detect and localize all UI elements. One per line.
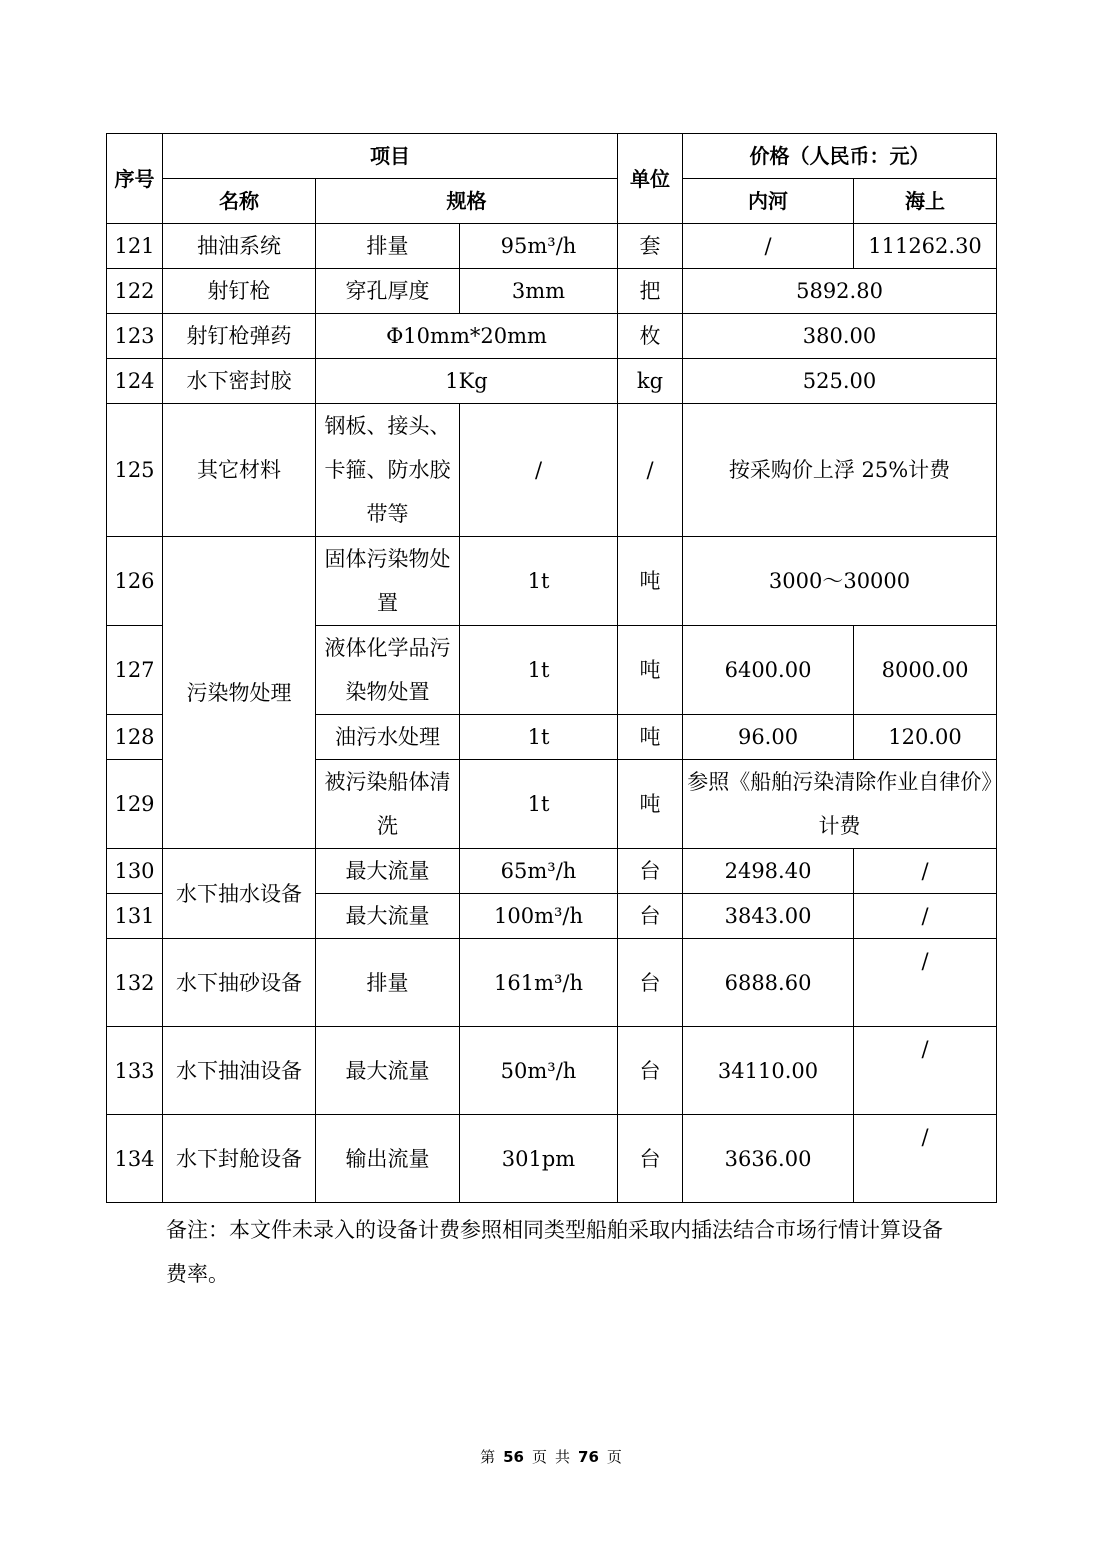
row-spec: Φ10mm*20mm: [316, 314, 618, 359]
price-table: [106, 133, 997, 1203]
header-spec: 规格: [316, 179, 618, 224]
row-sea: /: [854, 1027, 997, 1115]
row-sea: /: [854, 894, 997, 939]
row-sea: /: [854, 849, 997, 894]
row-spec-label: 液体化学品污染物处置: [316, 626, 460, 715]
row-spec-value: 301pm: [460, 1115, 618, 1203]
footer-prefix: 第: [480, 1448, 496, 1466]
row-inland: 34110.00: [683, 1027, 854, 1115]
row-name: 抽油系统: [163, 224, 316, 269]
row-spec-value: /: [460, 404, 618, 537]
row-inland: 2498.40: [683, 849, 854, 894]
group-pump: 水下抽水设备: [163, 849, 316, 939]
row-no: 134: [107, 1115, 163, 1203]
row-unit: 吨: [618, 760, 683, 849]
row-unit: kg: [618, 359, 683, 404]
row-name: 水下抽油设备: [163, 1027, 316, 1115]
row-spec: 1Kg: [316, 359, 618, 404]
row-spec-value: 100m³/h: [460, 894, 618, 939]
row-inland: /: [683, 224, 854, 269]
footer-suffix: 页: [606, 1448, 622, 1466]
row-unit: 枚: [618, 314, 683, 359]
row-spec-value: 1t: [460, 537, 618, 626]
table-row: [107, 537, 997, 626]
total-pages-number: 76: [578, 1448, 599, 1466]
row-no: 124: [107, 359, 163, 404]
row-spec-label: 输出流量: [316, 1115, 460, 1203]
table-row: [107, 939, 997, 1027]
row-price: 5892.80: [683, 269, 997, 314]
row-no: 125: [107, 404, 163, 537]
row-inland: 96.00: [683, 715, 854, 760]
row-spec-value: 1t: [460, 715, 618, 760]
row-no: 126: [107, 537, 163, 626]
row-spec-label: 固体污染物处置: [316, 537, 460, 626]
row-no: 127: [107, 626, 163, 715]
row-spec-label: 钢板、接头、卡箍、防水胶带等: [316, 404, 460, 537]
row-name: 射钉枪: [163, 269, 316, 314]
header-name: 名称: [163, 179, 316, 224]
row-no: 131: [107, 894, 163, 939]
table-row: [107, 224, 997, 269]
header-sea: 海上: [854, 179, 997, 224]
row-name: 其它材料: [163, 404, 316, 537]
row-spec-value: 65m³/h: [460, 849, 618, 894]
row-spec-value: 1t: [460, 626, 618, 715]
row-spec-value: 50m³/h: [460, 1027, 618, 1115]
page-footer: [0, 1446, 1102, 1467]
row-unit: 把: [618, 269, 683, 314]
row-sea: /: [854, 939, 997, 1027]
row-spec-value: 1t: [460, 760, 618, 849]
table-row: [107, 359, 997, 404]
row-unit: /: [618, 404, 683, 537]
row-unit: 吨: [618, 626, 683, 715]
row-spec-label: 最大流量: [316, 894, 460, 939]
row-no: 130: [107, 849, 163, 894]
row-price: 按采购价上浮 25%计费: [683, 404, 997, 537]
row-no: 129: [107, 760, 163, 849]
row-sea: 120.00: [854, 715, 997, 760]
row-inland: 3636.00: [683, 1115, 854, 1203]
row-inland: 6400.00: [683, 626, 854, 715]
row-unit: 吨: [618, 537, 683, 626]
row-spec-label: 最大流量: [316, 849, 460, 894]
header-seq: 序号: [107, 134, 163, 224]
row-unit: 台: [618, 1027, 683, 1115]
row-no: 122: [107, 269, 163, 314]
row-spec-label: 最大流量: [316, 1027, 460, 1115]
group-pollution: 污染物处理: [163, 537, 316, 849]
header-unit: 单位: [618, 134, 683, 224]
table-row: [107, 404, 997, 537]
row-name: 水下封舱设备: [163, 1115, 316, 1203]
row-no: 132: [107, 939, 163, 1027]
remark-note: 备注：本文件未录入的设备计费参照相同类型船舶采取内插法结合市场行情计算设备费率。: [166, 1218, 943, 1286]
row-no: 121: [107, 224, 163, 269]
row-name: 水下密封胶: [163, 359, 316, 404]
row-spec-label: 穿孔厚度: [316, 269, 460, 314]
table-row: [107, 849, 997, 894]
row-price: 525.00: [683, 359, 997, 404]
header-inland: 内河: [683, 179, 854, 224]
table-row: [107, 1027, 997, 1115]
row-spec-label: 排量: [316, 939, 460, 1027]
table-row: [107, 269, 997, 314]
row-spec-value: 3mm: [460, 269, 618, 314]
footer-page-word: 页: [531, 1448, 547, 1466]
row-price: 参照《船舶污染清除作业自律价》计费: [683, 760, 997, 849]
row-spec-label: 排量: [316, 224, 460, 269]
row-price: 3000～30000: [683, 537, 997, 626]
row-unit: 套: [618, 224, 683, 269]
row-unit: 台: [618, 894, 683, 939]
row-unit: 吨: [618, 715, 683, 760]
row-sea: 8000.00: [854, 626, 997, 715]
row-unit: 台: [618, 849, 683, 894]
table-row: [107, 314, 997, 359]
row-unit: 台: [618, 1115, 683, 1203]
row-no: 133: [107, 1027, 163, 1115]
row-name: 水下抽砂设备: [163, 939, 316, 1027]
row-inland: 3843.00: [683, 894, 854, 939]
row-sea: 111262.30: [854, 224, 997, 269]
row-unit: 台: [618, 939, 683, 1027]
row-no: 123: [107, 314, 163, 359]
row-inland: 6888.60: [683, 939, 854, 1027]
row-sea: /: [854, 1115, 997, 1203]
header-price: 价格（人民币：元）: [683, 134, 997, 179]
row-spec-value: 95m³/h: [460, 224, 618, 269]
row-spec-value: 161m³/h: [460, 939, 618, 1027]
row-name: 射钉枪弹药: [163, 314, 316, 359]
row-no: 128: [107, 715, 163, 760]
row-spec-label: 油污水处理: [316, 715, 460, 760]
row-price: 380.00: [683, 314, 997, 359]
table-row: [107, 1115, 997, 1203]
footer-total-word: 共: [555, 1448, 571, 1466]
row-spec-label: 被污染船体清洗: [316, 760, 460, 849]
current-page-number: 56: [503, 1448, 524, 1466]
header-item: 项目: [163, 134, 618, 179]
